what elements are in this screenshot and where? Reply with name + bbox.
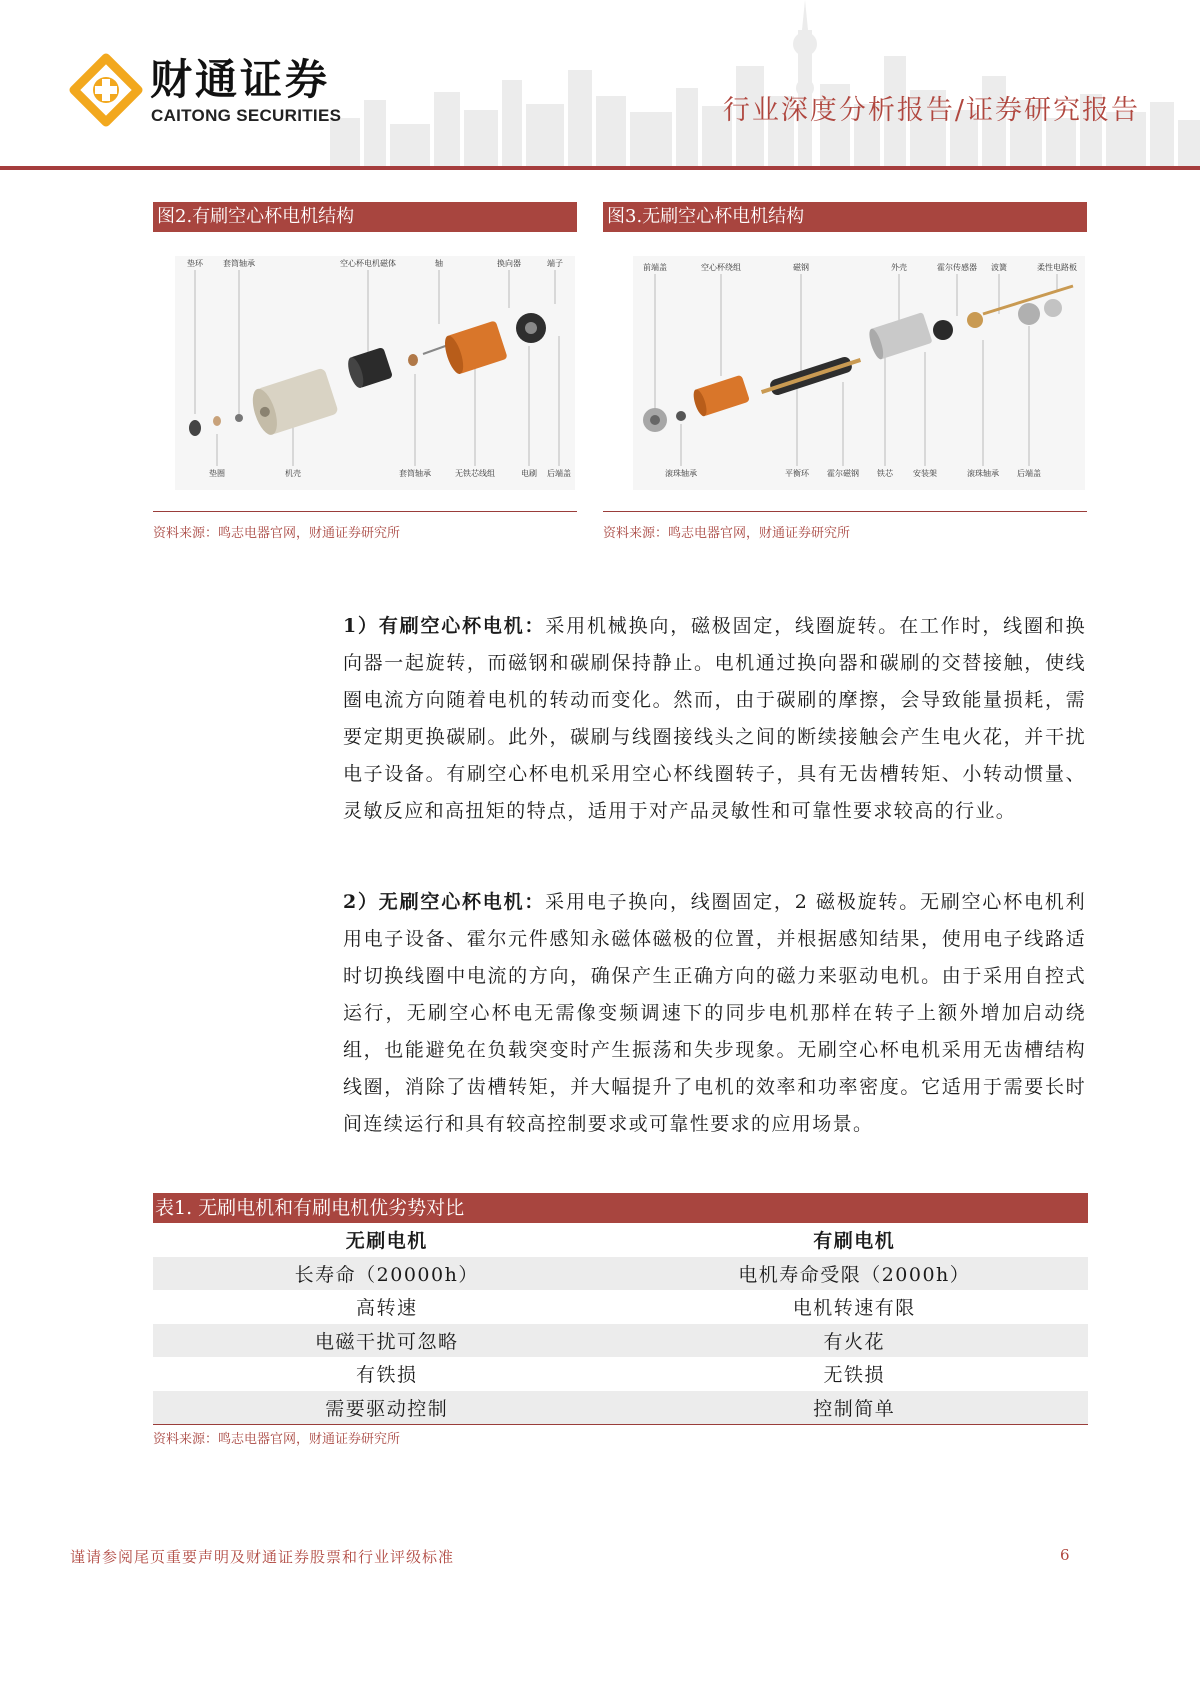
- city-skyline-watermark: [330, 0, 1200, 168]
- table-cell: 电机转速有限: [792, 1297, 916, 1320]
- paragraph-text: 采用机械换向，磁极固定，线圈旋转。在工作时，线圈和换向器一起旋转，而磁钢和碳刷保持静止。电机通过换向器和碳刷的交替接触，使线圈电流方向随着电机的转动而变化。然而，由于碳刷的摩擦，会导致能量损耗，需要定期更换碳刷。此外，碳刷与线圈接线头之间的断续接触会产生电火花，并干扰电子设备。有刷空心杯电机采用空心杯线圈转子，具有无齿槽转矩、小转动惯量、灵敏反应和高扭矩的特点，适用于对产品灵敏性和可靠性要求较高的行业。: [343, 615, 1086, 822]
- table-cell: 高转速: [355, 1297, 418, 1320]
- header-divider: [0, 166, 1200, 170]
- label-top: 波簧: [991, 263, 1007, 272]
- figure-2-source: 资料来源：鸣志电器官网，财通证券研究所: [153, 526, 401, 541]
- table-1-source: 资料来源：鸣志电器官网，财通证券研究所: [153, 1432, 401, 1447]
- table-cell: 有铁损: [355, 1364, 418, 1387]
- table-cell: 电机寿命受限（2000h）: [738, 1263, 971, 1286]
- brand-name-en: CAITONG SECURITIES: [151, 106, 342, 125]
- table-cell: 控制简单: [813, 1397, 896, 1420]
- figure-3-source: 资料来源：鸣志电器官网，财通证券研究所: [603, 526, 851, 541]
- figure-3-title: 图3.无刷空心杯电机结构: [603, 202, 1087, 232]
- table-row: [153, 1257, 1088, 1291]
- label-top: 套筒轴承: [223, 259, 255, 268]
- label-bottom: 垫圈: [209, 469, 225, 478]
- brushed-motor-exploded-diagram: [175, 256, 575, 490]
- label-bottom: 电刷: [521, 469, 537, 478]
- table-row: [153, 1357, 1088, 1391]
- brand-name-cn: 财通证券: [150, 55, 331, 104]
- table-header-cell: 无刷电机: [345, 1230, 428, 1253]
- table-row: [153, 1391, 1088, 1425]
- label-bottom: 霍尔磁钢: [827, 469, 859, 478]
- table-header-cell: 有刷电机: [813, 1230, 896, 1253]
- table-1-title: 表1. 无刷电机和有刷电机优劣势对比: [153, 1193, 1088, 1223]
- caitong-logo: [68, 52, 144, 128]
- label-top: 轴: [435, 259, 443, 268]
- figure-3-divider: [603, 511, 1087, 512]
- label-bottom: 滚珠轴承: [665, 469, 697, 478]
- report-type: 行业深度分析报告/证券研究报告: [722, 95, 1140, 126]
- label-top: 端子: [547, 259, 563, 268]
- label-top: 外壳: [891, 263, 907, 272]
- table-bottom-rule: [153, 1424, 1088, 1425]
- table-row: [153, 1290, 1088, 1324]
- paragraph-brushless-coreless-motor: [343, 884, 1086, 1143]
- table-cell: 无铁损: [823, 1364, 885, 1387]
- figure-2-divider: [153, 511, 577, 512]
- comparison-table: [153, 1223, 1088, 1424]
- paragraph-brushed-coreless-motor: [343, 608, 1086, 830]
- table-cell: 有火花: [823, 1330, 885, 1353]
- paragraph-lead: 2）无刷空心杯电机：: [343, 891, 546, 913]
- label-bottom: 机壳: [285, 469, 301, 478]
- label-bottom: 后端盖: [1017, 469, 1041, 478]
- table-row: [153, 1324, 1088, 1358]
- figure-2-title: 图2.有刷空心杯电机结构: [153, 202, 577, 232]
- figure-2-image: [175, 256, 575, 490]
- label-top: 磁钢: [793, 263, 809, 272]
- label-top: 霍尔传感器: [937, 263, 977, 272]
- label-bottom: 滚珠轴承: [967, 469, 999, 478]
- label-bottom: 铁芯: [877, 469, 893, 478]
- label-top: 前端盖: [643, 263, 667, 272]
- label-bottom: 无铁芯线组: [455, 469, 495, 478]
- figure-3-image: [633, 256, 1085, 490]
- label-bottom: 后端盖: [547, 469, 571, 478]
- page-number: 6: [1060, 1546, 1070, 1564]
- paragraph-lead: 1）有刷空心杯电机：: [343, 615, 546, 637]
- table-cell: 电磁干扰可忽略: [314, 1330, 459, 1353]
- paragraph-text: 采用电子换向，线圈固定，2 磁极旋转。无刷空心杯电机利用电子设备、霍尔元件感知永磁体磁极的位置，并根据感知结果，使用电子线路适时切换线圈中电流的方向，确保产生正确方向的磁力来驱动电机。由于采用自控式运行，无刷空心杯电无需像变频调速下的同步电机那样在转子上额外增加启动绕组，也能避免在负载突变时产生振荡和失步现象。无刷空心杯电机采用无齿槽结构线圈，消除了齿槽转矩，并大幅提升了电机的效率和功率密度。它适用于需要长时间连续运行和具有较高控制要求或可靠性要求的应用场景。: [343, 891, 1086, 1135]
- label-top: 柔性电路板: [1037, 263, 1077, 272]
- label-bottom: 安装架: [913, 469, 937, 478]
- label-bottom: 平衡环: [785, 469, 809, 478]
- label-top: 换向器: [497, 259, 521, 268]
- table-cell: 长寿命（20000h）: [294, 1263, 479, 1286]
- footer-disclaimer: 谨请参阅尾页重要声明及财通证券股票和行业评级标准: [70, 1548, 455, 1566]
- label-top: 垫环: [187, 259, 203, 268]
- label-bottom: 套筒轴承: [399, 469, 431, 478]
- table-header-row: [153, 1223, 1088, 1257]
- brushless-motor-exploded-diagram: [633, 256, 1085, 490]
- page-header: [0, 0, 1200, 172]
- table-cell: 需要驱动控制: [325, 1397, 449, 1420]
- label-top: 空心杯电机磁体: [340, 259, 396, 268]
- label-top: 空心杯绕组: [701, 263, 741, 272]
